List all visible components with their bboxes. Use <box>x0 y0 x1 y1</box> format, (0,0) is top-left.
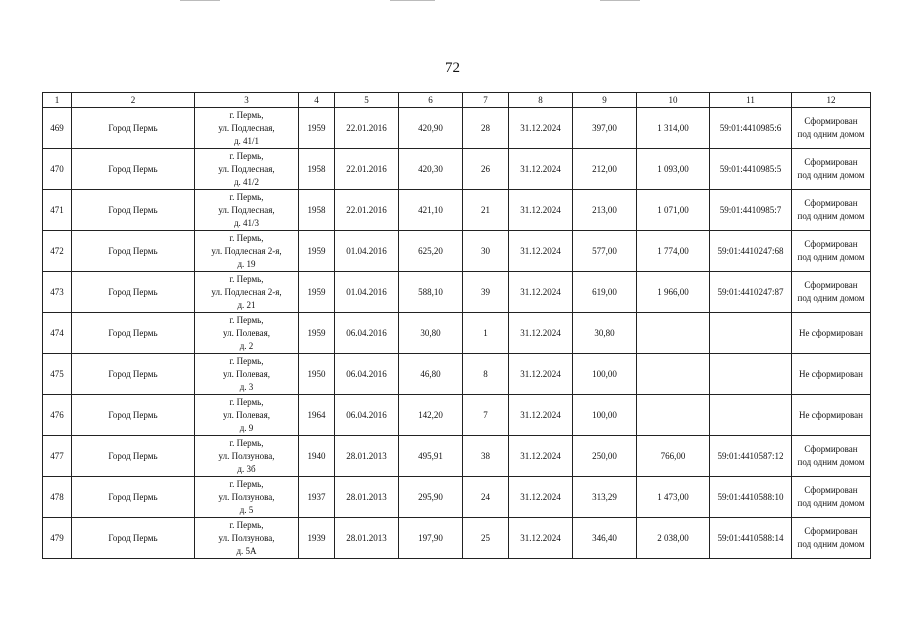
cadastral-number-cell <box>710 313 792 354</box>
deadline-cell: 31.12.2024 <box>509 477 573 518</box>
build-year-cell: 1964 <box>299 395 335 436</box>
land-status-cell: Не сформирован <box>792 354 871 395</box>
municipality-cell: Город Пермь <box>72 231 195 272</box>
build-year-cell: 1940 <box>299 436 335 477</box>
address-cell: г. Пермь, ул. Подлесная, д. 41/2 <box>195 149 299 190</box>
area-cell: 421,10 <box>399 190 463 231</box>
address-cell: г. Пермь, ул. Полевая, д. 3 <box>195 354 299 395</box>
cadastral-number-cell: 59:01:4410247:68 <box>710 231 792 272</box>
cadastral-number-cell: 59:01:4410587:12 <box>710 436 792 477</box>
date-cell: 06.04.2016 <box>335 313 399 354</box>
municipality-cell: Город Пермь <box>72 518 195 559</box>
row-number-cell: 471 <box>43 190 72 231</box>
land-status-cell: Сформирован под одним домом <box>792 149 871 190</box>
value-col9-cell: 346,40 <box>573 518 637 559</box>
area-cell: 588,10 <box>399 272 463 313</box>
municipality-cell: Город Пермь <box>72 190 195 231</box>
municipality-cell: Город Пермь <box>72 313 195 354</box>
date-cell: 22.01.2016 <box>335 108 399 149</box>
build-year-cell: 1950 <box>299 354 335 395</box>
date-cell: 01.04.2016 <box>335 231 399 272</box>
row-number-cell: 478 <box>43 477 72 518</box>
housing-register-table <box>42 92 871 559</box>
deadline-cell: 31.12.2024 <box>509 436 573 477</box>
value-col10-cell <box>637 395 710 436</box>
date-cell: 28.01.2013 <box>335 518 399 559</box>
date-cell: 22.01.2016 <box>335 149 399 190</box>
column-number: 9 <box>573 93 637 108</box>
scan-artifact <box>180 0 220 1</box>
table-row <box>43 149 871 190</box>
table-row <box>43 436 871 477</box>
municipality-cell: Город Пермь <box>72 108 195 149</box>
area-cell: 197,90 <box>399 518 463 559</box>
date-cell: 01.04.2016 <box>335 272 399 313</box>
deadline-cell: 31.12.2024 <box>509 108 573 149</box>
deadline-cell: 31.12.2024 <box>509 518 573 559</box>
column-number: 4 <box>299 93 335 108</box>
date-cell: 28.01.2013 <box>335 436 399 477</box>
address-cell: г. Пермь, ул. Подлесная 2-я, д. 19 <box>195 231 299 272</box>
value-col9-cell: 313,29 <box>573 477 637 518</box>
row-number-cell: 479 <box>43 518 72 559</box>
row-number-cell: 476 <box>43 395 72 436</box>
column-number: 5 <box>335 93 399 108</box>
row-number-cell: 472 <box>43 231 72 272</box>
build-year-cell: 1958 <box>299 149 335 190</box>
build-year-cell: 1959 <box>299 108 335 149</box>
deadline-cell: 31.12.2024 <box>509 190 573 231</box>
table-row <box>43 108 871 149</box>
deadline-cell: 31.12.2024 <box>509 231 573 272</box>
area-cell: 46,80 <box>399 354 463 395</box>
municipality-cell: Город Пермь <box>72 395 195 436</box>
date-cell: 06.04.2016 <box>335 395 399 436</box>
land-status-cell: Не сформирован <box>792 395 871 436</box>
table-row <box>43 477 871 518</box>
address-cell: г. Пермь, ул. Подлесная, д. 41/3 <box>195 190 299 231</box>
column-number: 11 <box>710 93 792 108</box>
value-col9-cell: 212,00 <box>573 149 637 190</box>
count-cell: 21 <box>463 190 509 231</box>
area-cell: 142,20 <box>399 395 463 436</box>
municipality-cell: Город Пермь <box>72 149 195 190</box>
count-cell: 39 <box>463 272 509 313</box>
address-cell: г. Пермь, ул. Полевая, д. 2 <box>195 313 299 354</box>
value-col10-cell: 1 966,00 <box>637 272 710 313</box>
value-col9-cell: 619,00 <box>573 272 637 313</box>
address-cell: г. Пермь, ул. Подлесная 2-я, д. 21 <box>195 272 299 313</box>
date-cell: 06.04.2016 <box>335 354 399 395</box>
value-col9-cell: 577,00 <box>573 231 637 272</box>
address-cell: г. Пермь, ул. Ползунова, д. 5А <box>195 518 299 559</box>
row-number-cell: 473 <box>43 272 72 313</box>
scan-artifact <box>390 0 435 1</box>
row-number-cell: 469 <box>43 108 72 149</box>
area-cell: 495,91 <box>399 436 463 477</box>
land-status-cell: Сформирован под одним домом <box>792 272 871 313</box>
build-year-cell: 1939 <box>299 518 335 559</box>
table-row <box>43 354 871 395</box>
land-status-cell: Сформирован под одним домом <box>792 190 871 231</box>
column-number-row <box>43 93 871 108</box>
value-col9-cell: 250,00 <box>573 436 637 477</box>
area-cell: 295,90 <box>399 477 463 518</box>
value-col9-cell: 213,00 <box>573 190 637 231</box>
address-cell: г. Пермь, ул. Ползунова, д. 3б <box>195 436 299 477</box>
table-row <box>43 190 871 231</box>
table-row <box>43 272 871 313</box>
column-number: 1 <box>43 93 72 108</box>
value-col9-cell: 30,80 <box>573 313 637 354</box>
value-col9-cell: 397,00 <box>573 108 637 149</box>
count-cell: 8 <box>463 354 509 395</box>
count-cell: 26 <box>463 149 509 190</box>
build-year-cell: 1959 <box>299 313 335 354</box>
row-number-cell: 477 <box>43 436 72 477</box>
address-cell: г. Пермь, ул. Ползунова, д. 5 <box>195 477 299 518</box>
municipality-cell: Город Пермь <box>72 272 195 313</box>
municipality-cell: Город Пермь <box>72 477 195 518</box>
build-year-cell: 1959 <box>299 272 335 313</box>
value-col10-cell: 1 071,00 <box>637 190 710 231</box>
table-row <box>43 395 871 436</box>
value-col10-cell: 2 038,00 <box>637 518 710 559</box>
value-col10-cell: 1 314,00 <box>637 108 710 149</box>
value-col10-cell: 1 774,00 <box>637 231 710 272</box>
count-cell: 28 <box>463 108 509 149</box>
value-col10-cell <box>637 313 710 354</box>
land-status-cell: Сформирован под одним домом <box>792 436 871 477</box>
count-cell: 1 <box>463 313 509 354</box>
row-number-cell: 470 <box>43 149 72 190</box>
row-number-cell: 474 <box>43 313 72 354</box>
area-cell: 625,20 <box>399 231 463 272</box>
value-col10-cell: 1 093,00 <box>637 149 710 190</box>
value-col10-cell: 766,00 <box>637 436 710 477</box>
land-status-cell: Не сформирован <box>792 313 871 354</box>
date-cell: 22.01.2016 <box>335 190 399 231</box>
cadastral-number-cell: 59:01:4410985:5 <box>710 149 792 190</box>
value-col10-cell: 1 473,00 <box>637 477 710 518</box>
count-cell: 24 <box>463 477 509 518</box>
cadastral-number-cell: 59:01:4410588:14 <box>710 518 792 559</box>
table-row <box>43 313 871 354</box>
table-row <box>43 231 871 272</box>
count-cell: 38 <box>463 436 509 477</box>
column-number: 12 <box>792 93 871 108</box>
address-cell: г. Пермь, ул. Подлесная, д. 41/1 <box>195 108 299 149</box>
count-cell: 25 <box>463 518 509 559</box>
build-year-cell: 1959 <box>299 231 335 272</box>
deadline-cell: 31.12.2024 <box>509 354 573 395</box>
cadastral-number-cell: 59:01:4410985:7 <box>710 190 792 231</box>
cadastral-number-cell <box>710 395 792 436</box>
column-number: 8 <box>509 93 573 108</box>
area-cell: 30,80 <box>399 313 463 354</box>
date-cell: 28.01.2013 <box>335 477 399 518</box>
area-cell: 420,30 <box>399 149 463 190</box>
scan-artifact <box>600 0 640 1</box>
column-number: 6 <box>399 93 463 108</box>
municipality-cell: Город Пермь <box>72 354 195 395</box>
column-number: 2 <box>72 93 195 108</box>
build-year-cell: 1937 <box>299 477 335 518</box>
deadline-cell: 31.12.2024 <box>509 149 573 190</box>
column-number: 3 <box>195 93 299 108</box>
address-cell: г. Пермь, ул. Полевая, д. 9 <box>195 395 299 436</box>
deadline-cell: 31.12.2024 <box>509 313 573 354</box>
count-cell: 30 <box>463 231 509 272</box>
page-number: 72 <box>445 60 460 76</box>
land-status-cell: Сформирован под одним домом <box>792 108 871 149</box>
deadline-cell: 31.12.2024 <box>509 395 573 436</box>
value-col9-cell: 100,00 <box>573 354 637 395</box>
column-number: 10 <box>637 93 710 108</box>
land-status-cell: Сформирован под одним домом <box>792 518 871 559</box>
build-year-cell: 1958 <box>299 190 335 231</box>
area-cell: 420,90 <box>399 108 463 149</box>
land-status-cell: Сформирован под одним домом <box>792 477 871 518</box>
cadastral-number-cell: 59:01:4410985:6 <box>710 108 792 149</box>
municipality-cell: Город Пермь <box>72 436 195 477</box>
count-cell: 7 <box>463 395 509 436</box>
land-status-cell: Сформирован под одним домом <box>792 231 871 272</box>
deadline-cell: 31.12.2024 <box>509 272 573 313</box>
cadastral-number-cell: 59:01:4410247:87 <box>710 272 792 313</box>
table-body <box>43 93 871 559</box>
table-row <box>43 518 871 559</box>
cadastral-number-cell <box>710 354 792 395</box>
column-number: 7 <box>463 93 509 108</box>
value-col10-cell <box>637 354 710 395</box>
value-col9-cell: 100,00 <box>573 395 637 436</box>
row-number-cell: 475 <box>43 354 72 395</box>
cadastral-number-cell: 59:01:4410588:10 <box>710 477 792 518</box>
